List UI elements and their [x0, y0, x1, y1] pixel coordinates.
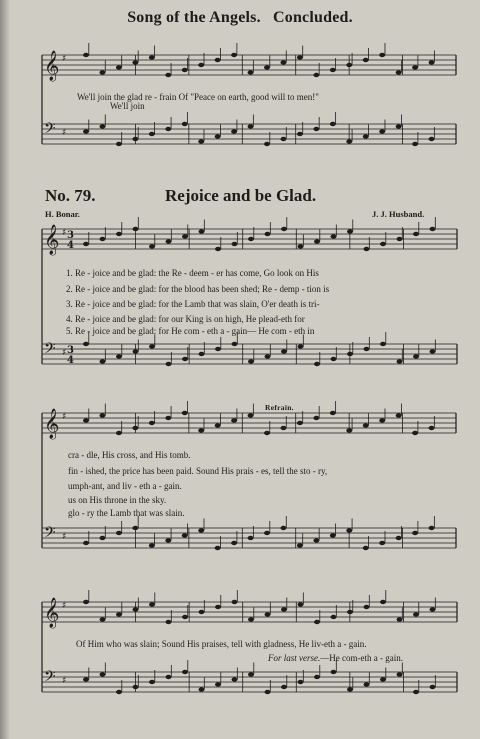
system3-bass-note — [429, 526, 435, 530]
system1-treble-note — [297, 55, 303, 59]
system3-bass-note — [248, 536, 254, 540]
system3-treble-sharp-icon: ♯ — [62, 412, 67, 422]
system4-bass-note — [232, 677, 238, 681]
system3-bass-note — [182, 533, 188, 537]
system2-bass-note — [298, 344, 304, 348]
system3-treble-note — [248, 413, 254, 417]
system3-bass-note — [313, 538, 319, 542]
system2-bass-note — [397, 359, 403, 363]
system1-bass-note — [313, 127, 319, 131]
system3-treble-note — [346, 428, 352, 432]
system2-treble-note — [83, 242, 89, 246]
system1-treble-note — [231, 53, 237, 57]
system2-bass-note — [380, 342, 386, 346]
system3-treble-note — [412, 431, 418, 435]
system3-bass-note — [330, 533, 336, 537]
system1-treble-clef-icon: 𝄞 — [44, 51, 60, 81]
system2-treble-note — [133, 227, 139, 231]
system3-bass-note — [99, 536, 105, 540]
system4-bass-note — [166, 675, 172, 679]
continued-song-title: Song of the Angels. — [127, 9, 261, 26]
system3-treble-note — [99, 413, 105, 417]
time-signature-bottom: 4 — [67, 240, 74, 251]
system1-bass-clef-icon: 𝄢 — [44, 120, 56, 141]
last-verse-note: For last verse. — [268, 653, 321, 663]
system4-treble-note — [149, 602, 155, 606]
hymn-author: H. Bonar. — [45, 209, 80, 219]
system3-treble-note — [132, 426, 138, 430]
system2-treble-note — [166, 239, 172, 243]
system2-bass-note — [149, 344, 155, 348]
verse-2-line-b: fin - ished, the price has been paid. Sound His prais - es, tell the sto - ry, — [68, 466, 328, 476]
system4-treble-note — [215, 605, 221, 609]
hymn-title: Rejoice and be Glad. — [165, 186, 317, 205]
system1-lyric-top: We'll join the glad re - frain Of "Peace on earth, good will to men!" — [77, 92, 319, 102]
system3-bass-note — [379, 541, 385, 545]
system2-bass-note — [364, 347, 370, 351]
system1-bass-note — [248, 124, 254, 128]
system2-treble-note — [397, 237, 403, 241]
system1-bass-note — [116, 142, 122, 146]
system3-bass-note — [165, 538, 171, 542]
time-signature-bottom: 4 — [67, 355, 74, 366]
system1-treble-note — [132, 60, 138, 64]
system1-treble-note — [396, 70, 402, 74]
system3-bass-sharp-icon: ♯ — [62, 532, 67, 542]
system3-bass-note — [231, 541, 237, 545]
system4-treble-note — [380, 600, 386, 604]
system1-treble-note — [429, 60, 435, 64]
system1-bass-note — [215, 134, 221, 138]
system2-bass-note — [331, 357, 337, 361]
system2-bass-note — [281, 349, 287, 353]
system4-bass-note — [281, 685, 287, 689]
system4-treble-note — [281, 607, 287, 611]
system4-treble-note — [265, 612, 271, 616]
system3-treble-note — [264, 431, 270, 435]
system3-treble-note — [297, 421, 303, 425]
system4-lyric-bottom — [268, 653, 403, 663]
system1-treble-note — [198, 63, 204, 67]
system2-bass-note — [100, 359, 106, 363]
system3-bass-note — [83, 541, 89, 545]
system1-treble-note — [248, 70, 254, 74]
system2-treble-note — [430, 227, 436, 231]
system4-treble-sharp-icon: ♯ — [62, 601, 67, 611]
system1-treble-note — [264, 65, 270, 69]
system3-bass-note — [116, 531, 122, 535]
system4-treble-note — [430, 607, 436, 611]
system1-treble-note — [165, 73, 171, 77]
system1-treble-note — [215, 58, 221, 62]
system4-bass-note — [83, 677, 89, 681]
system3-treble-note — [363, 423, 369, 427]
system4-bass-note — [397, 672, 403, 676]
system4-treble-note — [298, 602, 304, 606]
system2-treble-note — [149, 244, 155, 248]
system2-treble-sharp-icon: ♯ — [62, 228, 67, 238]
system3-bass-note — [215, 546, 221, 550]
system3-treble-note — [313, 416, 319, 420]
system1-treble-note — [412, 65, 418, 69]
system3-bass-note — [363, 546, 369, 550]
system2-bass-note — [265, 354, 271, 358]
system1-treble-note — [346, 63, 352, 67]
system4-bass-note — [116, 690, 122, 694]
system4-treble-note — [166, 620, 172, 624]
system1-treble-note — [363, 58, 369, 62]
verse-5-line-a: 5. Re - joice and be glad: for He com - eth a - gain— He com - eth in — [66, 326, 315, 336]
last-verse-lyric: —He com-eth a - gain. — [320, 653, 403, 663]
system4-bass-note — [314, 675, 320, 679]
system2-treble-note — [314, 239, 320, 243]
system2-bass-clef-icon: 𝄢 — [44, 340, 56, 361]
system4-treble-note — [314, 620, 320, 624]
system3-bass-note — [346, 528, 352, 532]
system2-bass-note — [347, 352, 353, 356]
continued-label: Concluded. — [273, 9, 353, 26]
system1-bass-note — [396, 124, 402, 128]
system1-bass-note — [346, 139, 352, 143]
system1-bass-note — [132, 137, 138, 141]
system1-bass-note — [264, 142, 270, 146]
time-signature-top: 3 — [67, 230, 74, 241]
system2-bass-note — [133, 349, 139, 353]
system2-bass-note — [83, 342, 89, 346]
system3-treble-note — [379, 418, 385, 422]
verse-2-line-a: 2. Re - joice and be glad: for the blood has been shed; Re - demp - tion is — [66, 284, 330, 294]
system1-treble-note — [313, 73, 319, 77]
system2-bass-note — [430, 349, 436, 353]
system4-bass-note — [380, 677, 386, 681]
system1-bass-note — [379, 129, 385, 133]
system1-bass-note — [149, 132, 155, 136]
hymn-composer: J. J. Husband. — [372, 209, 425, 219]
system2-bass-sharp-icon: ♯ — [62, 348, 67, 358]
system2-bass-note — [199, 352, 205, 356]
system2-bass-note — [215, 347, 221, 351]
system3-treble-note — [231, 418, 237, 422]
system4-treble-note — [248, 617, 254, 621]
verse-5-line-b: glo - ry the Lamb that was slain. — [68, 508, 185, 518]
system4-bass-note — [331, 670, 337, 674]
system2-treble-note — [298, 244, 304, 248]
system3-treble-clef-icon: 𝄞 — [44, 409, 60, 439]
system1-bass-note — [83, 129, 89, 133]
system4-bass-note — [430, 685, 436, 689]
system3-treble-note — [116, 431, 122, 435]
system1-treble-sharp-icon: ♯ — [62, 54, 67, 64]
system4-bass-note — [182, 670, 188, 674]
system3-bass-note — [132, 526, 138, 530]
system4-treble-note — [199, 610, 205, 614]
system2-treble-note — [182, 234, 188, 238]
system4-treble-note — [100, 617, 106, 621]
system2-bass-note — [248, 359, 254, 363]
system4-bass-note — [199, 687, 205, 691]
system4-treble-note — [116, 612, 122, 616]
system2-treble-note — [364, 247, 370, 251]
system1-treble-note — [149, 55, 155, 59]
system2-treble-note — [232, 242, 238, 246]
system4-treble-note — [347, 610, 353, 614]
system4-bass-note — [100, 672, 106, 676]
system3-bass-clef-icon: 𝄢 — [44, 524, 56, 545]
system2-bass-note — [116, 354, 122, 358]
system2-bass-note — [166, 362, 172, 366]
system1-bass-note — [182, 122, 188, 126]
system4-bass-note — [248, 672, 254, 676]
system3-bass-note — [149, 543, 155, 547]
system1-lyric-bottom: We'll join — [110, 101, 145, 111]
system2-treble-note — [215, 247, 221, 251]
system4-bass-note — [298, 680, 304, 684]
system4-treble-note — [232, 600, 238, 604]
verse-1-line-b: cra - dle, His cross, and His tomb. — [68, 450, 191, 460]
system1-bass-note — [165, 127, 171, 131]
refrain-label: Refrain. — [265, 403, 294, 412]
system2-treble-note — [116, 232, 122, 236]
system3-treble-note — [182, 411, 188, 415]
system4-treble-note — [397, 617, 403, 621]
system2-treble-clef-icon: 𝄞 — [44, 225, 60, 255]
system1-treble-note — [182, 68, 188, 72]
system4-bass-note — [364, 682, 370, 686]
system4-treble-note — [83, 600, 89, 604]
hymn-number: No. 79. — [45, 186, 96, 205]
system4-bass-note — [347, 687, 353, 691]
system2-treble-note — [100, 237, 106, 241]
system4-bass-clef-icon: 𝄢 — [44, 668, 56, 689]
system2-treble-note — [413, 232, 419, 236]
verse-4-line-b: us on His throne in the sky. — [68, 495, 167, 505]
system2-treble-note — [248, 237, 254, 241]
system1-treble-note — [83, 53, 89, 57]
system4-treble-note — [364, 605, 370, 609]
system1-bass-note — [231, 129, 237, 133]
system3-bass-note — [412, 531, 418, 535]
system3-treble-note — [280, 426, 286, 430]
system1-bass-note — [330, 122, 336, 126]
system2-treble-note — [347, 229, 353, 233]
system2-treble-note — [265, 232, 271, 236]
system2-bass-note — [232, 342, 238, 346]
system1-treble-note — [379, 53, 385, 57]
system4-treble-note — [413, 612, 419, 616]
system2-bass-note — [413, 354, 419, 358]
system2-treble-note — [331, 234, 337, 238]
system3-treble-note — [396, 413, 402, 417]
system3-bass-note — [297, 543, 303, 547]
verse-3-line-a: 3. Re - joice and be glad: for the Lamb that was slain, O'er death is tri- — [66, 299, 320, 309]
system1-treble-note — [330, 68, 336, 72]
system2-treble-note — [380, 242, 386, 246]
verse-1-line-a: 1. Re - joice and be glad: the Re - deem - er has come, Go look on His — [66, 268, 319, 278]
system3-treble-note — [429, 426, 435, 430]
system3-treble-note — [165, 416, 171, 420]
system3-treble-note — [83, 418, 89, 422]
system4-bass-note — [149, 680, 155, 684]
system4-bass-note — [265, 690, 271, 694]
system1-bass-note — [297, 132, 303, 136]
system3-bass-note — [198, 528, 204, 532]
system4-lyric-top: Of Him who was slain; Sound His praises, tell with gladness, He liv-eth a - gain. — [76, 639, 367, 649]
system3-treble-note — [149, 421, 155, 425]
system3-treble-note — [330, 411, 336, 415]
system1-bass-note — [363, 134, 369, 138]
system3-bass-note — [264, 531, 270, 535]
system2-bass-note — [182, 357, 188, 361]
system4-treble-note — [331, 615, 337, 619]
system4-bass-note — [413, 690, 419, 694]
system4-treble-clef-icon: 𝄞 — [44, 598, 60, 628]
system1-bass-note — [429, 137, 435, 141]
system1-treble-note — [280, 60, 286, 64]
system4-bass-sharp-icon: ♯ — [62, 676, 67, 686]
system1-treble-note — [116, 65, 122, 69]
system2-treble-note — [199, 229, 205, 233]
system4-bass-note — [215, 682, 221, 686]
system3-treble-note — [215, 423, 221, 427]
time-signature-top: 3 — [67, 345, 74, 356]
system1-bass-note — [280, 137, 286, 141]
system2-bass-note — [314, 362, 320, 366]
system3-treble-note — [198, 428, 204, 432]
system3-bass-note — [396, 536, 402, 540]
system4-treble-note — [182, 615, 188, 619]
system1-treble-note — [99, 70, 105, 74]
system3-bass-note — [280, 526, 286, 530]
system1-bass-note — [99, 124, 105, 128]
system1-bass-note — [412, 142, 418, 146]
system4-bass-note — [133, 685, 139, 689]
verse-4-line-a: 4. Re - joice and be glad: for our King is on high, He plead-eth for — [66, 314, 305, 324]
system4-treble-note — [133, 607, 139, 611]
verse-3-line-b: umph-ant, and liv - eth a - gain. — [68, 481, 182, 491]
system1-bass-note — [198, 139, 204, 143]
system2-treble-note — [281, 227, 287, 231]
system1-bass-sharp-icon: ♯ — [62, 128, 67, 138]
